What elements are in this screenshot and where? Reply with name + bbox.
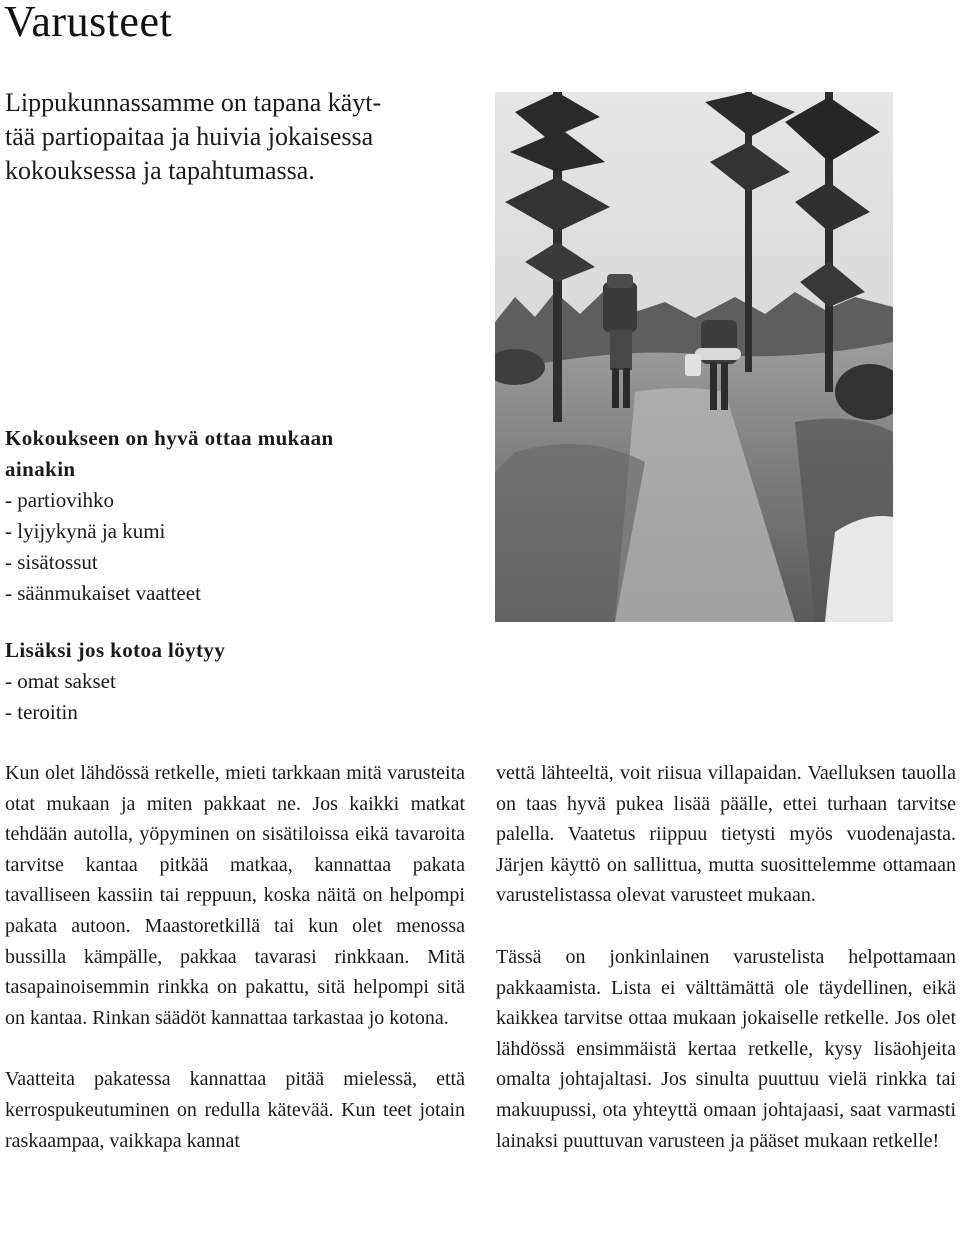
list-item: - lyijykynä ja kumi (5, 519, 166, 543)
paragraph: vettä lähteeltä, voit riisua villapaidan. Vaelluksen tauolla on taas hyvä pukea lisää päälle, ettei turhaan tarvitse palella. Vaatetus riippuu tietysti myös vuodenajasta. Järjen käyttö on sallittua, mutta suosittelemme ottamaan varustelistassa olevat varusteet mukaan. (496, 762, 956, 907)
extra-list-heading: Lisäksi jos kotoa löytyy (5, 638, 226, 662)
intro-text (5, 86, 445, 188)
intro-line: Lippukunnassamme on tapana käyt- (5, 88, 382, 117)
paragraph: Tässä on jonkinlainen varustelista helpottamaan pakkaamista. Lista ei välttämättä ole täydellinen, eikä kaikkea tarvitse ottaa mukaan jokaiselle retkelle. Jos olet lähdössä ensimmäistä kertaa retkelle, kysy lisäohjeita omalta johtajaltasi. Jos sinulta puuttuu vielä rinkka tai makuupussi, ota yhteyttä omaan johtajaasi, saat varmasti lainaksi puuttuvan varusteen ja pääset mukaan retkelle! (496, 945, 956, 1152)
extra-items-list (5, 635, 465, 728)
hiking-photo (495, 92, 893, 622)
left-column-text (5, 758, 465, 1156)
meeting-list-heading: ainakin (5, 457, 76, 481)
list-item: - omat sakset (5, 669, 116, 693)
meeting-list-heading: Kokoukseen on hyvä ottaa mukaan (5, 426, 334, 450)
paragraph: Kun olet lähdössä retkelle, mieti tarkkaan mitä varusteita otat mukaan ja miten pakkaat ne. Jos kaikki matkat tehdään autolla, yöpyminen on sisätiloissa eikä tavaroita tarvitse kantaa pitkää matkaa, kannattaa pakata tavalliseen kassiin tai reppuun, koska näitä on helpompi pakata autoon. Maastoretkillä tai kun olet menossa bussilla kämpälle, pakkaa tavarasi rinkkaan. Mitä tasapainoisemmin rinkka on pakattu, sitä helpompi sitä on kantaa. Rinkan säädöt kannattaa tarkastaa jo kotona. (5, 762, 465, 1029)
list-item: - säänmukaiset vaatteet (5, 581, 201, 605)
list-item: - partiovihko (5, 488, 115, 512)
list-item: - sisätossut (5, 550, 98, 574)
right-column-text (496, 758, 956, 1156)
meeting-items-list (5, 423, 465, 609)
intro-line: tää partiopaitaa ja huivia jokaisessa (5, 122, 374, 151)
paragraph: Vaatteita pakatessa kannattaa pitää mielessä, että kerrospukeutuminen on redulla kätevää. Kun teet jotain raskaampaa, vaikkapa kannat (5, 1068, 465, 1152)
intro-line: kokouksessa ja tapahtumassa. (5, 156, 315, 185)
list-item: - teroitin (5, 700, 78, 724)
page-title: Varusteet (4, 0, 173, 46)
